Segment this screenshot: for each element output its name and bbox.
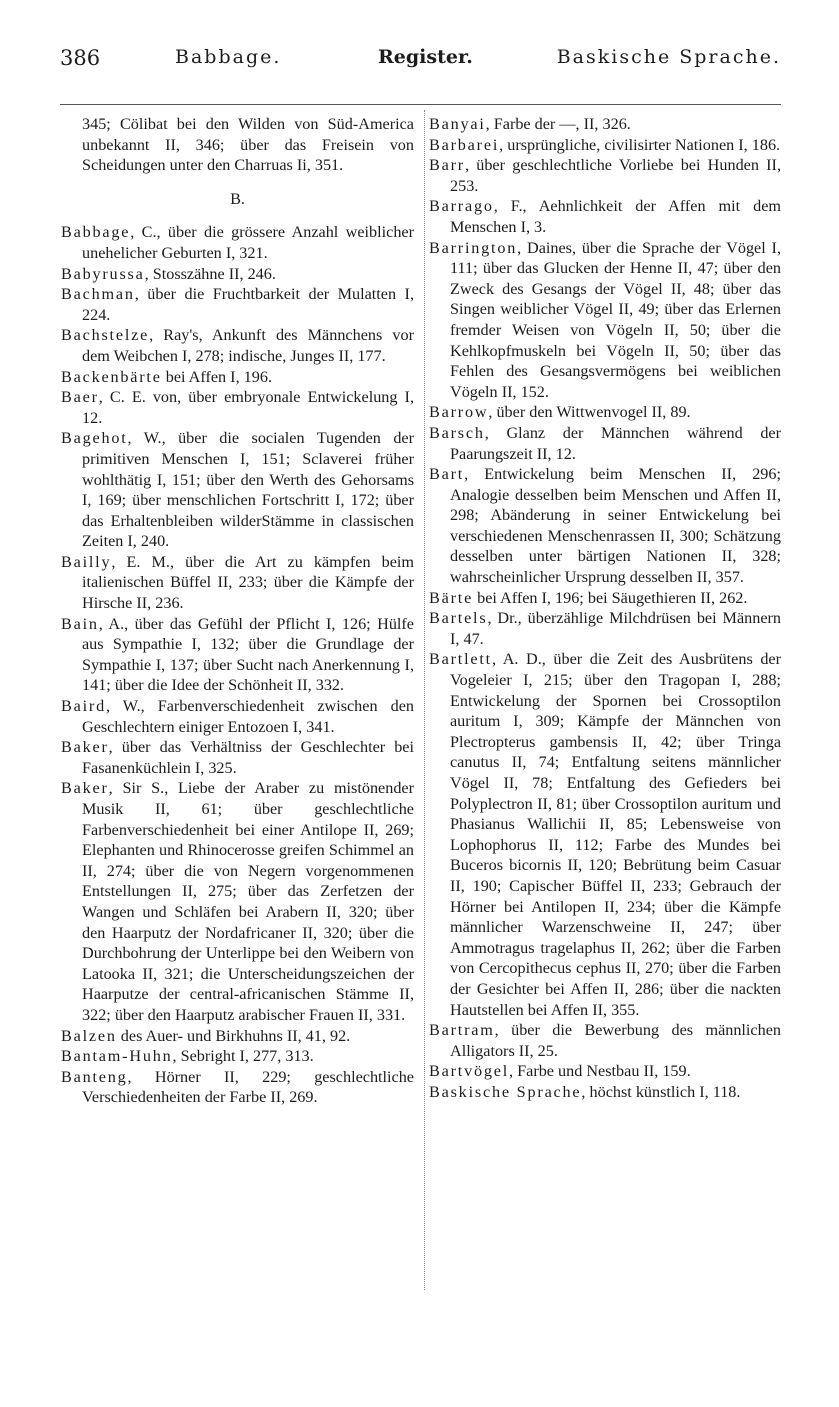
entry-headword: Baer — [61, 388, 99, 407]
entry-headword: Bachstelze — [61, 326, 150, 345]
index-entry — [429, 402, 781, 423]
index-entry — [429, 423, 781, 464]
entry-text: , über die Fruchtbarkeit der Mulatten I, 224. — [82, 285, 414, 324]
entry-headword: Barr — [429, 156, 465, 175]
entry-text: , ursprüngliche, civilisirter Nationen I, 186. — [499, 135, 781, 154]
entry-headword: Bartels — [429, 609, 488, 628]
column-divider — [424, 110, 425, 1290]
index-entry — [429, 155, 781, 196]
entry-headword: Bartlett — [429, 650, 492, 669]
index-entry — [61, 284, 414, 325]
entry-text: , Entwickelung beim Menschen II, 296; Analogie desselben beim Menschen und Affen II, 298; Abänderung in seiner Entwickelung bei verschiedenen Menschenrassen II, 300; Schätzung desselben unter bärtigen Nationen II, 328; wahrscheinlicher Ursprung desselben II, 357. — [450, 465, 781, 587]
index-entry — [61, 737, 414, 778]
entry-headword: Bart — [429, 465, 465, 484]
entry-headword: Bartram — [429, 1021, 495, 1040]
entry-text: bei Affen I, 196; bei Säugethieren II, 262. — [473, 588, 748, 607]
index-entry — [429, 1020, 781, 1061]
index-entry — [61, 778, 414, 1025]
entry-text: , Sir S., Liebe der Araber zu mistönender Musik II, 61; über geschlechtliche Farbenverschiedenheit bei einer Antilope II, 269; Elephanten und Rhinocerosse greifen Schimmel an II, 274; über die von Negern vorgenommenen Entstellungen II, 275; über das Zerfetzen der Wangen und Schläfen bei Arabern II, 320; über den Haarputz der Nordafricaner II, 320; über die Durchbohrung der Unterlippe bei den Weibern von Latooka II, 321; die Unterscheidungszeichen der Haarputze der central-africanischen Stämme II, 322; über den Haarputz arabischer Frauen II, 331. — [82, 779, 414, 1024]
index-entry — [61, 325, 414, 366]
right-entries — [429, 114, 781, 1103]
entry-headword: Baird — [61, 697, 106, 716]
entry-headword: Banteng — [61, 1067, 128, 1086]
entry-text: , E. M., über die Art zu kämpfen beim italienischen Büffel II, 233; über die Kämpfe der Hirsche II, 236. — [82, 552, 414, 613]
entry-headword: Baskische Sprache — [429, 1082, 582, 1101]
entry-text: , C., über die grössere Anzahl weiblicher unehelicher Geburten I, 321. — [82, 223, 414, 262]
index-entry — [429, 135, 781, 156]
index-entry — [61, 264, 414, 285]
entry-headword: Bachman — [61, 285, 135, 304]
continuation-text: 345; Cölibat bei den Wilden von Süd-America unbekannt II, 346; über das Freisein von Scheidungen unter den Charruas Ii, 351. — [82, 115, 414, 175]
running-head-center: Register. — [378, 46, 473, 68]
entry-text: bei Affen I, 196. — [161, 367, 272, 386]
running-head-right: Baskische Sprache. — [556, 46, 781, 68]
entry-text: , über die Bewerbung des männlichen Alligators II, 25. — [450, 1021, 781, 1060]
entry-text: , F., Aehnlichkeit der Affen mit dem Menschen I, 3. — [450, 197, 781, 236]
entry-text: , Ray's, Ankunft des Männchens vor dem Weibchen I, 278; indische, Junges II, 177. — [82, 326, 414, 365]
entry-text: , W., über die socialen Tugenden der primitiven Menschen I, 151; Sclaverei früher wohlthätig I, 151; über den Werth des Gehorsams I, 169; über menschlichen Fortschritt I, 172; über das Erhaltenbleiben wilderStämme in classischen Zeiten I, 240. — [82, 429, 414, 551]
right-column — [429, 114, 781, 1103]
entry-text: , Farbe der —, II, 326. — [485, 115, 631, 133]
entry-text: , C. E. von, über embryonale Entwickelung I, 12. — [82, 388, 414, 427]
entry-text: , Glanz der Männchen während der Paarungszeit II, 12. — [450, 423, 781, 463]
running-head-left: Babbage. — [175, 46, 282, 68]
index-entry — [429, 649, 781, 1020]
entry-text: , A., über das Gefühl der Pflicht I, 126; Hülfe aus Sympathie I, 132; über die Grundlage der Sympathie I, 137; über Sucht nach Anerkennung I, 141; über die Idee der Schönheit II, 332. — [82, 614, 414, 695]
entry-headword: Balzen — [61, 1026, 117, 1045]
entry-headword: Bain — [61, 614, 99, 633]
entry-text: , Stosszähne II, 246. — [144, 264, 276, 283]
entry-text: , Daines, über die Sprache der Vögel I, 111; über das Glucken der Henne II, 47; über den Zweck des Gesangs der Vögel II, 48; über das Singen weiblicher Vögel II, 49; über das Erlernen fremder Weisen von Vögeln II, 50; über die Kehlkopfmuskeln bei Vögeln II, 50; über das Fehlen des Gesangsvermögens bei weiblichen Vögeln II, 152. — [450, 238, 781, 401]
entry-headword: Barbarei — [429, 135, 500, 154]
index-entry — [429, 238, 781, 403]
entry-headword: Bantam-Huhn — [61, 1047, 173, 1066]
index-entry — [61, 1046, 414, 1067]
entry-headword: Barrago — [429, 197, 494, 216]
index-entry — [61, 1026, 414, 1047]
entry-text: , A. D., über die Zeit des Ausbrütens der Vogeleier I, 215; über den Tragopan I, 288; Entwickelung der Spornen bei Crossoptilon auritum I, 309; Kämpfe der Männchen von Plectropterus gambensis II, 42; über Tringa canutus II, 74; Entfaltung seitens männlicher Vögel II, 78; Entfaltung des Gefieders bei Polyplectron II, 81; über Crossoptilon auritum und Phasianus Wallichii II, 85; Lebensweise von Lophophorus II, 112; Farbe des Mundes bei Buceros bicornis II, 120; Bebrütung beim Casuar II, 190; Capischer Büffel II, 233; Gebrauch der Hörner bei Antilopen II, 234; über die Kämpfe männlicher Warzenschweine II, 247; über Ammotragus tragelaphus II, 262; über die Farben von Cercopithecus cephus II, 270; über die Farben der Gesichter bei Affen II, 286; über die nackten Hautstellen bei Affen II, 355. — [450, 650, 781, 1019]
entry-headword: Banyai — [429, 115, 486, 133]
entry-headword: Baker — [61, 779, 109, 798]
entry-text: , höchst künstlich I, 118. — [581, 1082, 741, 1101]
page-header — [60, 46, 781, 76]
entry-headword: Babyrussa — [61, 264, 145, 283]
entry-headword: Backenbärte — [61, 367, 162, 386]
entry-text: , über das Verhältniss der Geschlechter bei Fasanenküchlein I, 325. — [82, 738, 414, 777]
entry-headword: Baker — [61, 738, 109, 757]
entry-headword: Barsch — [429, 423, 485, 442]
entry-text: , über geschlechtliche Vorliebe bei Hunden II, 253. — [450, 156, 781, 195]
entry-text: , Farbe und Nestbau II, 159. — [509, 1062, 691, 1081]
header-rule — [60, 104, 781, 105]
entry-headword: Barrow — [429, 403, 489, 422]
entry-headword: Babbage — [61, 223, 131, 242]
entry-headword: Bailly — [61, 552, 112, 571]
left-entries — [61, 222, 414, 1108]
index-entry — [61, 428, 414, 552]
index-entry — [61, 552, 414, 614]
entry-headword: Bärte — [429, 588, 474, 607]
index-entry — [429, 114, 781, 135]
left-column — [61, 114, 414, 1108]
index-entry — [61, 367, 414, 388]
section-letter: B. — [230, 189, 245, 208]
page-number: 386 — [60, 46, 101, 70]
index-entry — [61, 696, 414, 737]
index-entry — [429, 588, 781, 609]
index-entry — [429, 196, 781, 237]
entry-headword: Barrington — [429, 238, 518, 257]
index-entry — [61, 222, 414, 263]
entry-text: , Dr., überzählige Milchdrüsen bei Männern I, 47. — [450, 609, 781, 648]
entry-text: , W., Farbenverschiedenheit zwischen den Geschlechtern einiger Entozoen I, 341. — [82, 697, 414, 736]
index-entry — [429, 1061, 781, 1082]
entry-text: , über den Wittwenvogel II, 89. — [488, 403, 691, 422]
index-entry — [61, 387, 414, 428]
index-entry — [61, 1067, 414, 1108]
entry-text: des Auer- und Birkhuhns II, 41, 92. — [116, 1026, 351, 1045]
entry-text: , Sebright I, 277, 313. — [172, 1047, 314, 1066]
index-entry — [429, 1082, 781, 1103]
entry-headword: Bagehot — [61, 429, 128, 448]
index-entry — [61, 614, 414, 696]
entry-headword: Bartvögel — [429, 1062, 510, 1081]
index-entry — [429, 608, 781, 649]
index-entry — [429, 464, 781, 588]
entry-text: , Hörner II, 229; geschlechtliche Verschiedenheiten der Farbe II, 269. — [82, 1067, 414, 1107]
